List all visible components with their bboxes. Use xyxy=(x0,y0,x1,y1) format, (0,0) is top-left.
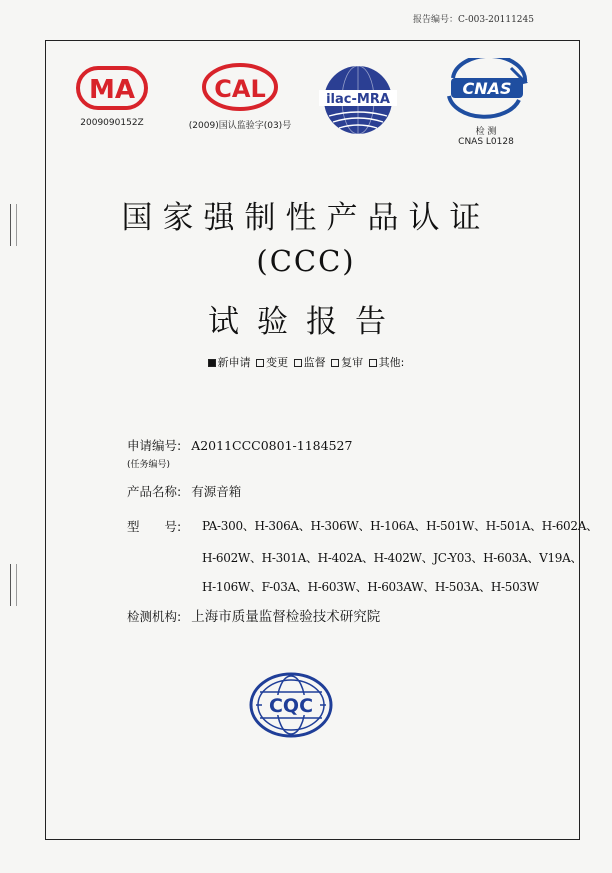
title-line-1: 国家强制性产品认证 xyxy=(121,200,491,236)
ilac-globe-icon xyxy=(313,62,403,140)
product-name-label: 产品名称: xyxy=(127,484,182,499)
cal-logo xyxy=(185,60,295,131)
cma-mark-icon xyxy=(72,62,152,114)
testing-lab-label: 检测机构: xyxy=(127,609,182,624)
model-label: 型 号: xyxy=(127,519,182,534)
title-line-2: (CCC) xyxy=(256,244,356,278)
product-name-row xyxy=(127,482,241,500)
model-line-3: H-106W、F-03A、H-603W、H-603AW、H-503A、H-503W xyxy=(202,580,539,594)
checkbox-icon[interactable] xyxy=(294,359,302,367)
binder-hole-bottom xyxy=(10,564,17,606)
cnas-caption: CNAS L0128 xyxy=(458,137,514,147)
checkbox-icon[interactable] xyxy=(331,359,339,367)
application-number-row xyxy=(127,436,352,454)
option-supervision[interactable] xyxy=(294,356,326,369)
checkbox-icon[interactable] xyxy=(208,359,216,367)
cma-logo xyxy=(72,62,152,128)
product-name-value: 有源音箱 xyxy=(191,484,242,499)
option-change[interactable] xyxy=(256,356,288,369)
application-number-value: A2011CCC0801-1184527 xyxy=(191,438,353,453)
cnas-caption-cn: 检 测 xyxy=(475,127,497,137)
model-line-1: PA-300、H-306A、H-306W、H-106A、H-501W、H-501A、H-602A、 xyxy=(202,519,598,533)
cal-logo-text: CAL xyxy=(214,75,266,103)
cnas-logo-text: CNAS xyxy=(462,79,512,98)
model-line-2: H-602W、H-301A、H-402A、H-402W、JC-Y03、H-603A、V19A、 xyxy=(202,551,583,565)
option-label: 新申请 xyxy=(217,356,251,369)
option-new-application[interactable] xyxy=(208,356,251,369)
report-type-options xyxy=(0,354,612,370)
option-other[interactable] xyxy=(369,356,405,369)
report-number: 报告编号：C-003-20111245 xyxy=(413,15,534,25)
testing-lab-row xyxy=(127,605,380,625)
ilac-logo-text: ilac-MRA xyxy=(326,92,390,107)
checkbox-icon[interactable] xyxy=(369,359,377,367)
application-number-label: 申请编号: xyxy=(127,438,182,453)
cal-mark-icon xyxy=(195,60,285,114)
checkbox-icon[interactable] xyxy=(256,359,264,367)
cma-caption: 2009090152Z xyxy=(80,118,144,128)
option-label: 变更 xyxy=(266,356,289,369)
cqc-seal xyxy=(246,670,336,740)
option-label: 复审 xyxy=(341,356,364,369)
option-label: 其他: xyxy=(378,356,405,369)
cqc-seal-text: CQC xyxy=(268,695,314,717)
title-line-3: 试验报告 xyxy=(208,304,404,340)
cal-caption: (2009)国认监验字(03)号 xyxy=(188,121,292,131)
option-review[interactable] xyxy=(331,356,363,369)
option-label: 监督 xyxy=(303,356,326,369)
task-number-label: (任务编号) xyxy=(127,460,171,470)
cnas-logo xyxy=(436,58,536,147)
cqc-globe-icon xyxy=(246,670,336,740)
cma-logo-text: MA xyxy=(89,75,135,105)
cnas-mark-icon xyxy=(441,58,531,120)
ilac-mra-logo xyxy=(313,62,403,144)
testing-lab-value: 上海市质量监督检验技术研究院 xyxy=(191,609,381,625)
